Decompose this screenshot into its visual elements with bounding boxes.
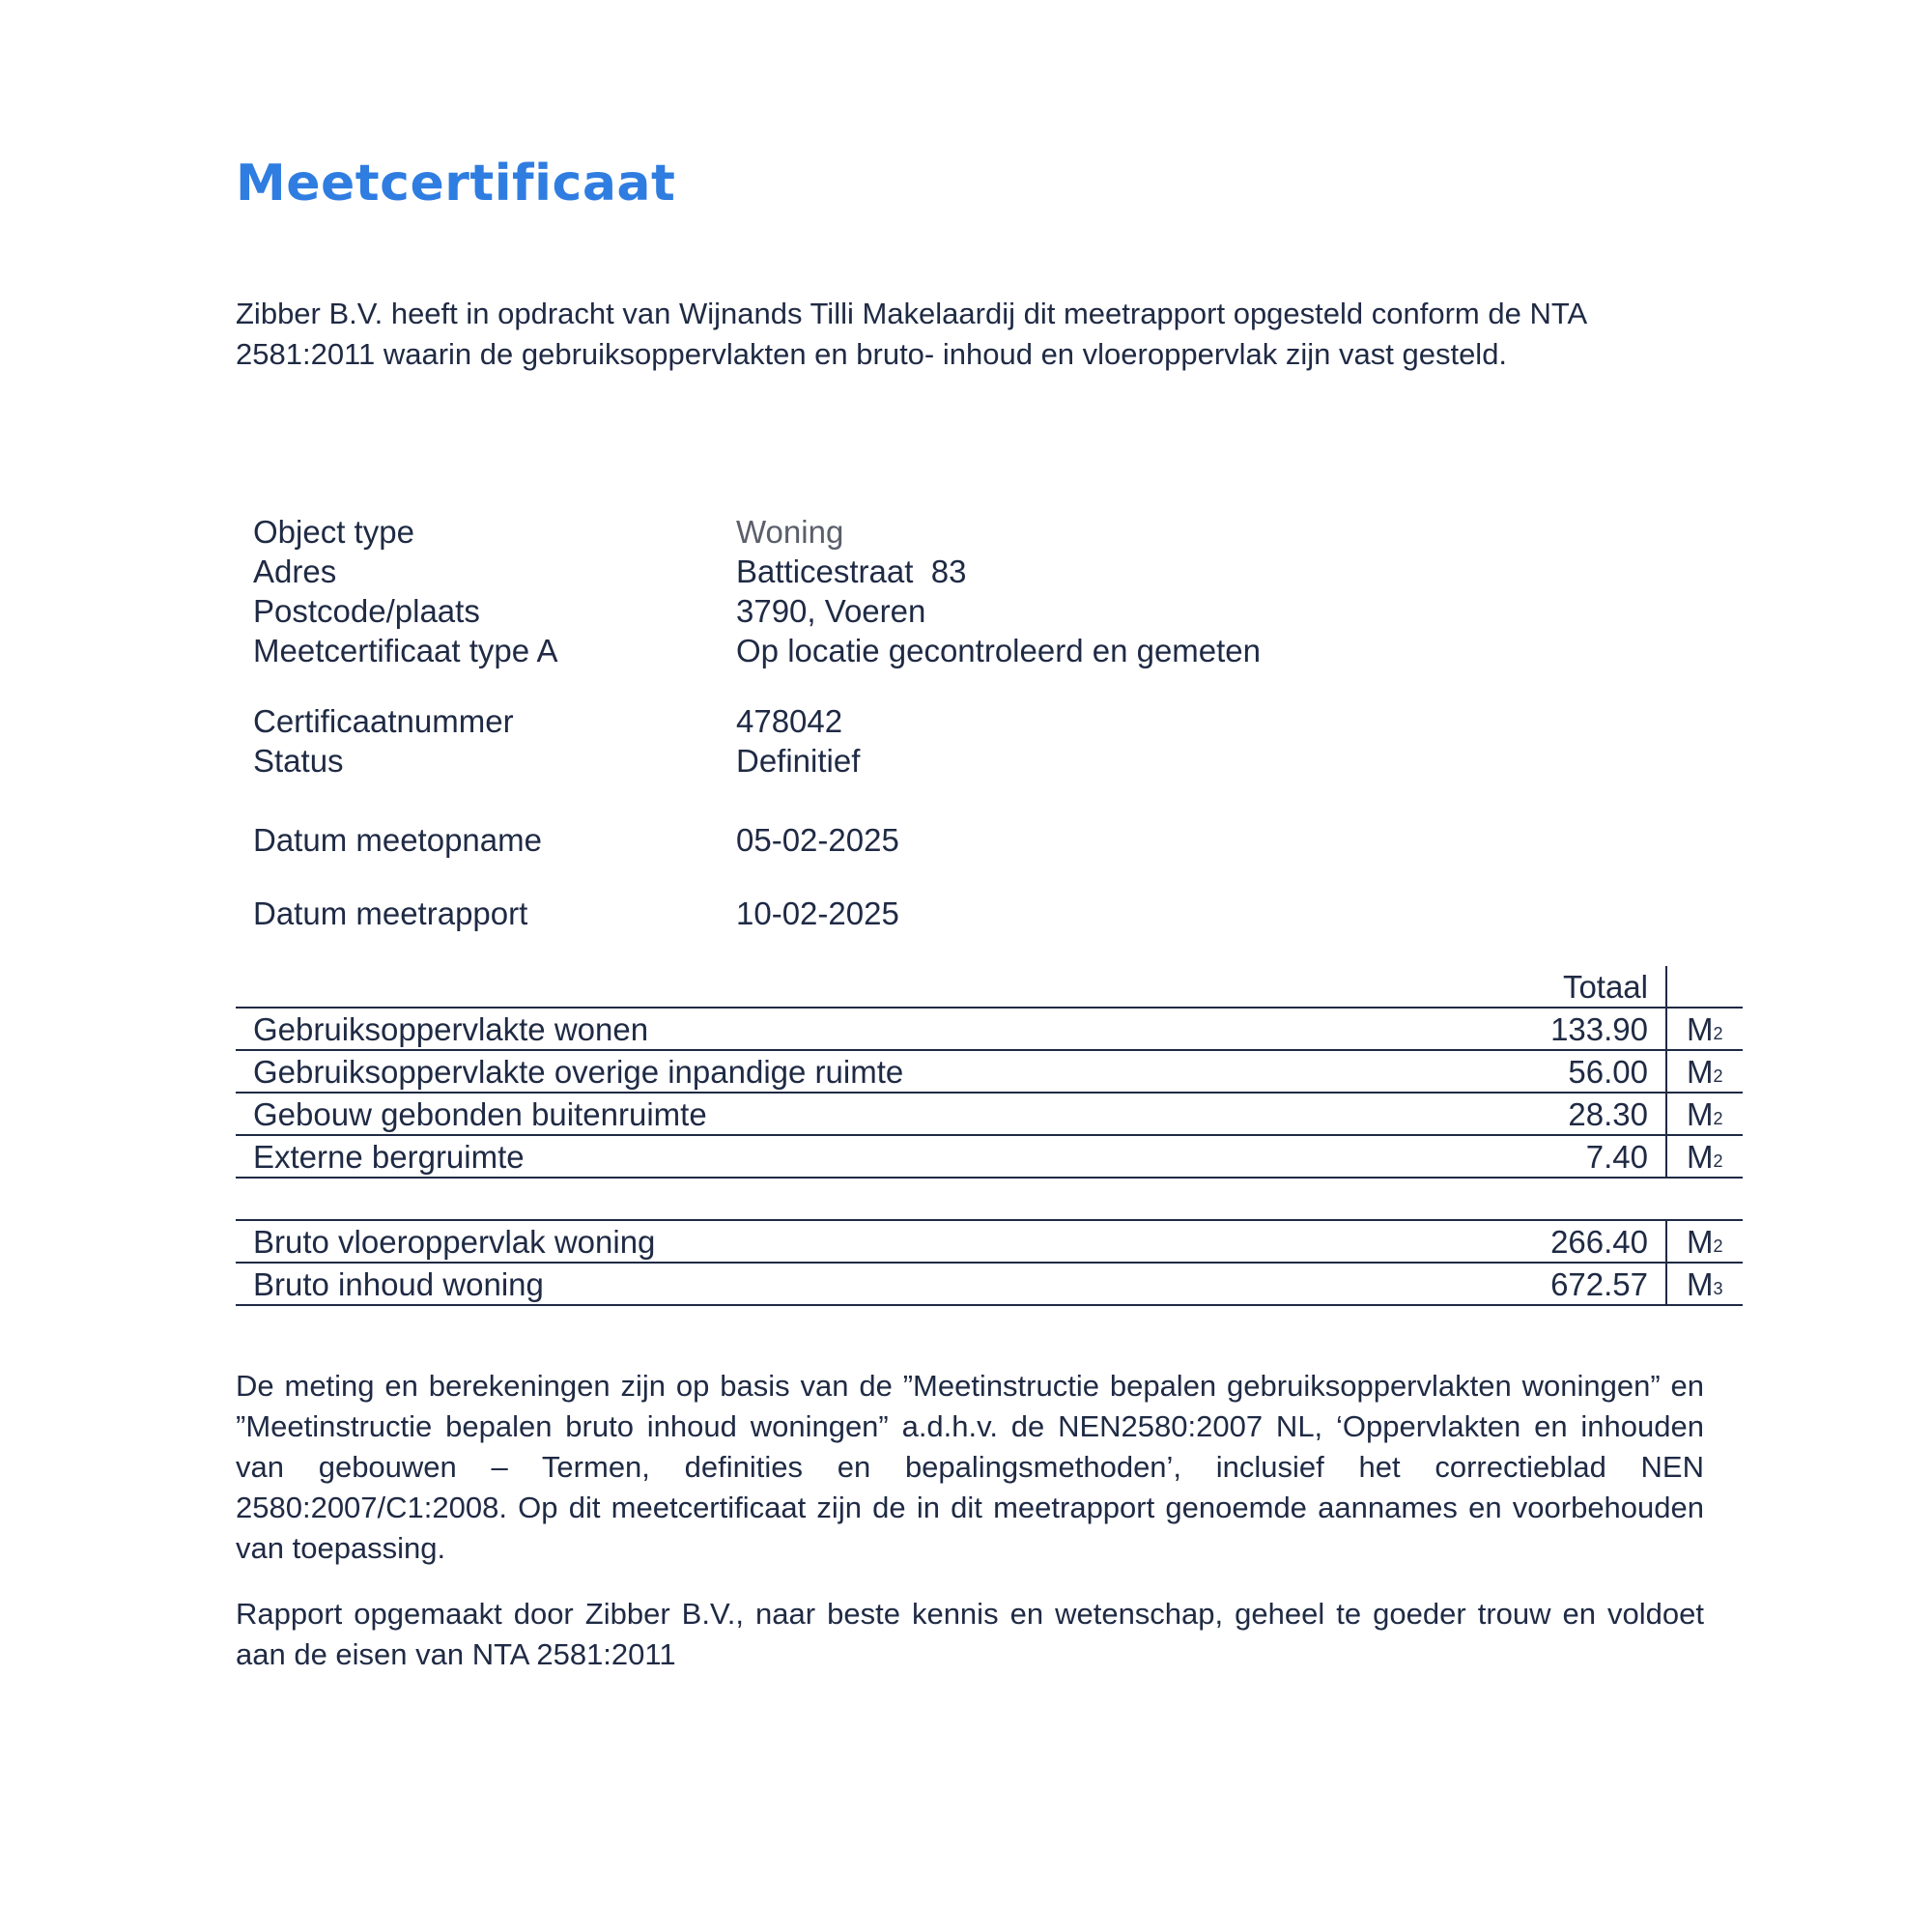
closing-paragraph: Rapport opgemaakt door Zibber B.V., naar beste kennis en wetenschap, geheel te goeder trouw en voldoet aan de eisen van NTA 2581:2011 xyxy=(236,1597,1704,1671)
row-unit: M $^3$ xyxy=(1665,1264,1743,1304)
table-divider xyxy=(236,1179,1743,1221)
page-title: Meetcertificaat xyxy=(236,155,676,213)
row-label: Bruto inhoud woning xyxy=(253,1266,544,1302)
row-label: Gebouw gebonden buitenruimte xyxy=(253,1096,707,1132)
closing-text xyxy=(236,1366,1704,1700)
info-value: 05-02-2025 xyxy=(736,822,899,858)
table-row xyxy=(236,1051,1743,1094)
info-row-object-type xyxy=(253,512,1261,552)
info-label: Object type xyxy=(253,514,414,550)
info-row-certificaatnummer xyxy=(253,701,1261,741)
info-row-datum-meetrapport xyxy=(253,894,1261,933)
status-value: Definitief xyxy=(736,743,861,779)
row-value: 133.90 xyxy=(1550,1011,1648,1047)
info-label: Adres xyxy=(253,554,337,589)
info-value: Woning xyxy=(736,514,844,550)
row-label: Externe bergruimte xyxy=(253,1139,525,1175)
table-row xyxy=(236,1264,1743,1306)
info-label: Postcode/plaats xyxy=(253,593,480,629)
info-value: Batticestraat 83 xyxy=(736,554,967,589)
info-row-postcode xyxy=(253,591,1261,631)
closing-paragraph: De meting en berekeningen zijn op basis van de ”Meetinstructie bepalen gebruiksoppervlakten woningen” en ”Meetinstructie bepalen bruto inhoud woningen” a.d.h.v. de NEN2580:2007 NL, ‘Oppervlakten en inhouden van gebouwen – Termen, definities en bepalingsmethoden’, inclusief het correctieblad NEN 2580:2007/C1:2008. Op dit meetcertificaat zijn de in dit meetrapport genoemde aannames en voorbehouden van toepassing. xyxy=(236,1369,1704,1565)
info-value: 3790, Voeren xyxy=(736,593,926,629)
table-row xyxy=(236,1009,1743,1051)
total-header: Totaal xyxy=(1562,969,1648,1005)
info-value: 10-02-2025 xyxy=(736,895,899,931)
table-row xyxy=(236,1094,1743,1136)
row-value: 7.40 xyxy=(1585,1139,1648,1175)
row-label: Gebruiksoppervlakte overige inpandige ruimte xyxy=(253,1054,904,1090)
measurement-table xyxy=(236,966,1743,1306)
row-value: 56.00 xyxy=(1568,1054,1648,1090)
info-row-adres xyxy=(253,552,1261,591)
row-value: 672.57 xyxy=(1550,1266,1648,1302)
info-row-datum-meetopname xyxy=(253,820,1261,860)
row-value: 28.30 xyxy=(1568,1096,1648,1132)
measurement-header xyxy=(236,966,1743,1009)
intro-paragraph: Zibber B.V. heeft in opdracht van Wijnands Tilli Makelaardij dit meetrapport opgesteld conform de NTA 2581:2011 waarin de gebruiksoppervlakten en bruto- inhoud en vloeroppervlak zijn vast gesteld. xyxy=(236,297,1586,371)
info-row-type xyxy=(253,631,1261,670)
table-row xyxy=(236,1136,1743,1179)
info-value: 478042 xyxy=(736,703,843,739)
row-unit: M $^2$ xyxy=(1665,1094,1743,1134)
row-unit: M $^2$ xyxy=(1665,1051,1743,1092)
row-unit: M $^2$ xyxy=(1665,1221,1743,1262)
row-unit: M $^2$ xyxy=(1665,1136,1743,1177)
info-row-status xyxy=(253,741,1261,781)
certificate-info xyxy=(253,512,1261,933)
info-label: Certificaatnummer xyxy=(253,703,514,739)
info-label: Meetcertificaat type A xyxy=(253,633,558,668)
info-value: Op locatie gecontroleerd en gemeten xyxy=(736,633,1262,668)
row-label: Bruto vloeroppervlak woning xyxy=(253,1224,656,1260)
row-value: 266.40 xyxy=(1550,1224,1648,1260)
row-label: Gebruiksoppervlakte wonen xyxy=(253,1011,649,1047)
info-label: Status xyxy=(253,743,344,779)
row-unit: M $^2$ xyxy=(1665,1009,1743,1049)
info-label: Datum meetopname xyxy=(253,822,542,858)
info-label: Datum meetrapport xyxy=(253,895,528,931)
table-row xyxy=(236,1221,1743,1264)
